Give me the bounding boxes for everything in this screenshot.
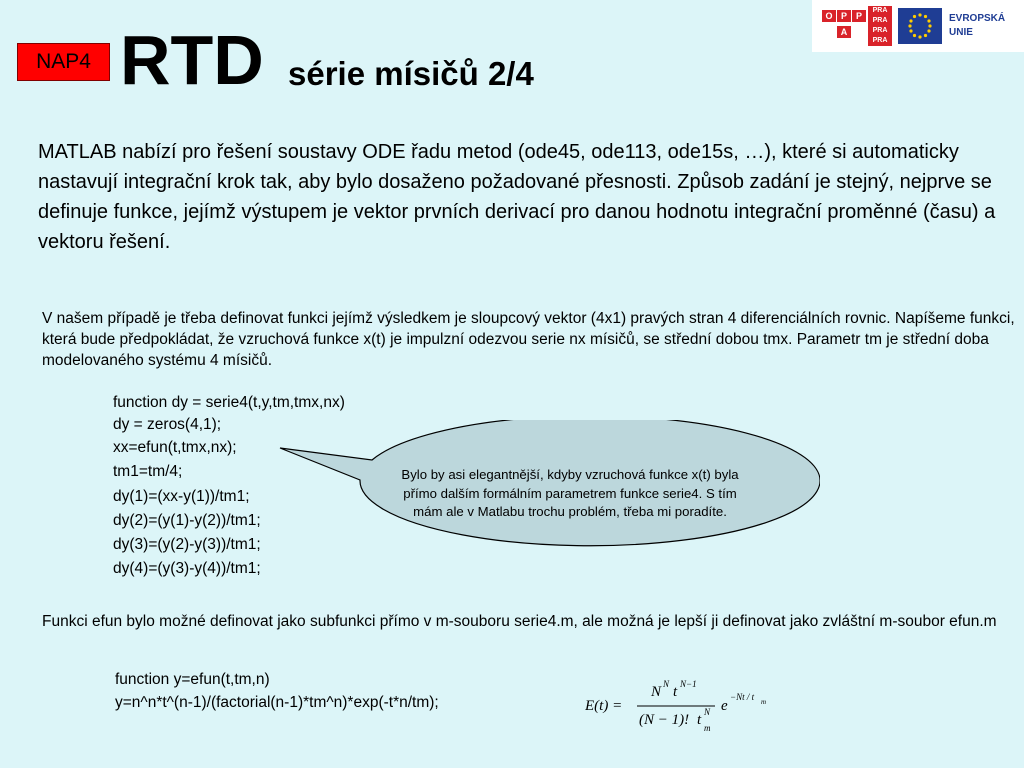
formula-num-t: t <box>673 684 678 700</box>
eu-label <box>949 12 1005 40</box>
formula-exp-sup-sub: m <box>761 698 767 706</box>
praha-text: PRA <box>868 26 892 36</box>
code-line: dy(4)=(y(3)-y(4))/tm1; <box>113 560 261 577</box>
formula-lhs: E(t) = <box>585 698 623 714</box>
code-line: dy(1)=(xx-y(1))/tm1; <box>113 488 250 505</box>
eu-label-line2: UNIE <box>949 27 973 38</box>
code-line: tm1=tm/4; <box>113 463 183 480</box>
formula-exp-sup: −Nt / t <box>730 692 755 702</box>
eu-label-line1: EVROPSKÁ <box>949 13 1006 24</box>
formula-den-t: t <box>697 712 702 728</box>
praha-text: PRA <box>868 6 892 16</box>
oppa-eu-logo <box>812 0 1024 52</box>
code-line: function dy = serie4(t,y,tm,tmx,nx) <box>113 394 345 411</box>
praha-text: PRA <box>868 36 892 46</box>
formula-num-N: N <box>651 684 662 700</box>
efun-paragraph: Funkci efun bylo možné definovat jako subfunkci přímo v m-souboru serie4.m, ale možná je lepší ji definovat jako zvláštní m-soubor efun.m <box>42 613 997 630</box>
callout-text: Bylo by asi elegantnější, kdyby vzruchová funkce x(t) byla přímo dalším formálním parametrem funkce serie4. S tím mám ale v Matlabu trochu problém, třeba mi poradíte. <box>401 467 739 519</box>
page-subtitle: série mísičů 2/4 <box>288 55 534 92</box>
formula-den-t-sub: m <box>704 723 711 733</box>
formula-num-t-sup: N−1 <box>680 679 697 689</box>
formula-den: (N − 1)! <box>639 712 690 728</box>
section-badge: NAP4 <box>17 43 110 81</box>
code-line: dy(3)=(y(2)-y(3))/tm1; <box>113 536 261 553</box>
formula-den-t-sup: N <box>704 707 711 717</box>
oppa-letter: A <box>837 26 851 38</box>
code-line: dy = zeros(4,1); <box>113 416 222 433</box>
page-title: RTD <box>120 21 264 99</box>
formula-exp-base: e <box>721 698 728 714</box>
praha-text: PRA <box>868 16 892 26</box>
code-line: xx=efun(t,tmx,nx); <box>113 439 237 456</box>
oppa-letter: O <box>822 10 836 22</box>
eu-flag-icon <box>898 8 942 44</box>
erlang-formula <box>585 676 775 736</box>
code-line: function y=efun(t,tm,n) <box>115 671 270 688</box>
formula-num-N-sup: N <box>663 679 670 689</box>
code-line: dy(2)=(y(1)-y(2))/tm1; <box>113 512 261 529</box>
description-paragraph: V našem případě je třeba definovat funkci jejímž výsledkem je sloupcový vektor (4x1) pravých stran 4 diferenciálních rovnic. Napíšeme funkci, která bude předpokládat, že vzruchová funkce x(t) je impulzní odezvou serie nx mísičů, se střední dobou tmx. Parametr tm je střední doba modelovaného systému 4 mísičů. <box>42 310 1015 369</box>
code-line: y=n^n*t^(n-1)/(factorial(n-1)*tm^n)*exp(-t*n/tm); <box>115 694 439 711</box>
oppa-letter: P <box>852 10 866 22</box>
oppa-letter: P <box>837 10 851 22</box>
intro-paragraph: MATLAB nabízí pro řešení soustavy ODE řadu metod (ode45, ode113, ode15s, …), které si automaticky nastavují integrační krok tak, aby bylo dosaženo požadované přesnosti. Způsob zadání je stejný, nejprve se definuje funkce, jejímž výstupem je vektor prvních derivací pro danou hodnotu integrační proměnné (času) a vektoru řešení. <box>38 141 996 253</box>
